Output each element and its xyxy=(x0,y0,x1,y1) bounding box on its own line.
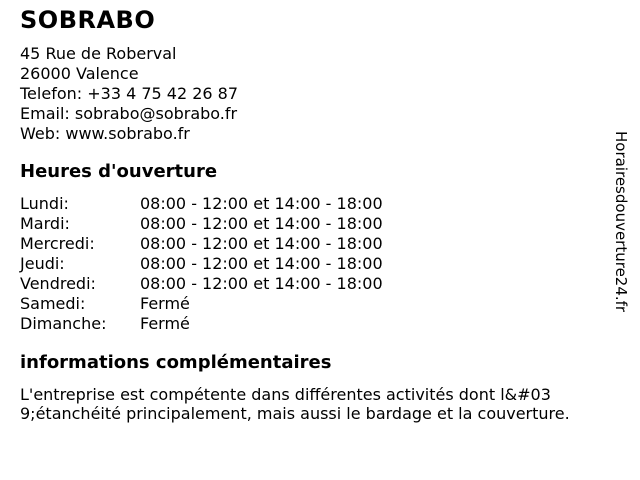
day-label: Vendredi: xyxy=(20,274,96,293)
hours-row-thursday xyxy=(20,254,616,274)
hours-row-wednesday xyxy=(20,234,616,254)
day-hours: 08:00 - 12:00 et 14:00 - 18:00 xyxy=(140,254,383,273)
opening-hours-heading: Heures d'ouverture xyxy=(20,161,218,182)
additional-info-heading: informations complémentaires xyxy=(20,352,332,373)
day-hours: Fermé xyxy=(140,294,190,313)
info-text-line-1: L'entreprise est compétente dans différentes activités dont l&#03 xyxy=(20,385,551,404)
address-line-1: 45 Rue de Roberval xyxy=(20,44,177,63)
hours-row-monday xyxy=(20,194,616,214)
main-content xyxy=(20,6,616,423)
day-hours: 08:00 - 12:00 et 14:00 - 18:00 xyxy=(140,194,383,213)
phone-line: Telefon: +33 4 75 42 26 87 xyxy=(20,84,239,103)
day-label: Jeudi: xyxy=(20,254,65,273)
day-hours: 08:00 - 12:00 et 14:00 - 18:00 xyxy=(140,234,383,253)
address-line-2: 26000 Valence xyxy=(20,64,139,83)
day-label: Dimanche: xyxy=(20,314,107,333)
day-hours: 08:00 - 12:00 et 14:00 - 18:00 xyxy=(140,214,383,233)
day-label: Lundi: xyxy=(20,194,69,213)
site-watermark: Horairesdouverture24.fr xyxy=(612,131,630,313)
hours-row-sunday xyxy=(20,314,616,334)
email-line: Email: sobrabo@sobrabo.fr xyxy=(20,104,238,123)
hours-row-tuesday xyxy=(20,214,616,234)
day-label: Samedi: xyxy=(20,294,86,313)
hours-row-saturday xyxy=(20,294,616,314)
contact-block xyxy=(20,44,616,144)
day-label: Mardi: xyxy=(20,214,70,233)
day-label: Mercredi: xyxy=(20,234,95,253)
day-hours: Fermé xyxy=(140,314,190,333)
web-line: Web: www.sobrabo.fr xyxy=(20,124,190,143)
business-name-title: SOBRABO xyxy=(20,6,156,34)
hours-row-friday xyxy=(20,274,616,294)
additional-info-text xyxy=(20,385,616,423)
day-hours: 08:00 - 12:00 et 14:00 - 18:00 xyxy=(140,274,383,293)
opening-hours-table xyxy=(20,194,616,334)
info-text-line-2: 9;étanchéité principalement, mais aussi le bardage et la couverture. xyxy=(20,404,570,423)
